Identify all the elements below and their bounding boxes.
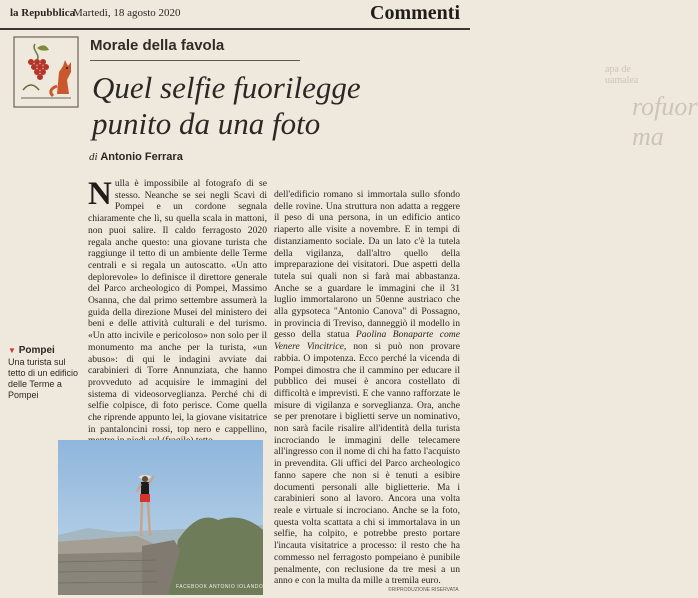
drop-cap: N <box>88 176 112 212</box>
author-name: Antonio Ferrara <box>100 151 183 163</box>
page-header <box>0 0 470 30</box>
photo-credit: FACEBOOK ANTONIO IOLANDO <box>176 584 264 590</box>
article-text-2a: dell'edificio romano si immortala sullo sfondo delle rovine. Una struttura non adatta a reggere il peso di una persona, in un edificio antico riaperto alle visite a novembre. E in tempi di distanziamento sociale. Da un lato c'è la tutela della vigilanza, dall'altro quello della impreparazione dei visitatori. Due aspetti della tutela sui quali non si farà mai abbastanza. Anche se a guardare le immagini che il 31 luglio immortalarono un 50enne austriaco che alla gypsoteca "Antonio Canova" di Possagno, in provincia di Treviso, danneggiò il modello in gesso della statua <box>274 189 460 341</box>
adjacent-text-2: rofuor ma <box>632 92 698 151</box>
article-text-2b: , non si può non provare rabbia. O impotenza. Ecco perché la vicenda di Pompei dimostra che il cammino per educare il pubblico dei musei è ancora costellato di difficoltà e imprevisti. E che vanno rafforzate le misure di vigilanza e sorveglianza. Ora, anche se per prenotare i biglietti serve un nominativo, non sarà facile risalire all'identità della turista incrociando le immagini delle telecamere all'ingresso con il nome di chi ha fatto l'acquisto in prevendita. Gli uffici del Parco archeologico fanno sapere che non si è tenuti a esibire documenti personali alle biglietterie. Ma i carabinieri sono al lavoro. Ancora una volta reale e virtuale si incrociano. Anche se la foto, questa volta scattata a chi si immortalava in un selfie, ha colpito, e potrebbe presto portare l'incauta visitatrice a processo: il resto che ha commesso nel ferragosto pompeiano è punibile penalmente, con reclusione da tre mesi a un anno e con la multa da mille a tremila euro. <box>274 341 460 587</box>
headline <box>92 70 372 142</box>
byline <box>89 151 183 163</box>
masthead: la Repubblica <box>10 7 76 19</box>
tourist-selfie-photo <box>58 440 263 595</box>
byline-prefix: di <box>89 151 98 163</box>
fable-fox-grapes-icon <box>13 36 79 108</box>
adjacent-text-1: apa de uamalea <box>605 64 639 86</box>
article-column-1 <box>88 178 267 447</box>
triangle-marker-icon: ▼ <box>8 346 16 355</box>
article-column-2 <box>274 189 460 587</box>
section-title: Commenti <box>370 2 460 24</box>
headline-line-1: Quel selfie fuorilegge <box>92 70 361 105</box>
topic-rule <box>90 60 300 61</box>
caption-place: Pompei <box>18 345 55 356</box>
photo-caption-title <box>8 345 55 356</box>
statue-title: Paolina Bonaparte come Venere Vincitrice <box>274 329 460 353</box>
column-topic: Morale della favola <box>90 37 225 54</box>
article-text-1: ulla è impossibile al fotografo di se stesso. Neanche se sei negli Scavi di Pompei e un cordone segnala chiaramente che lì, su quella scala in mattoni, non puoi salire. Il caldo ferragosto 2020 regala anche questo: una giovane turista che raggiunge il tetto di un ambiente delle Terme centrali e si regala un autoscatto. «Un atto deplorevole» lo definisce il direttore generale del Parco archeologico di Pompei, Massimo Osanna, che dal primo settembre assumerà la guida della direzione Musei del ministero dei beni e delle attività culturali e del turismo. «Un atto incivile e pericoloso» non solo per il monumento ma anche per la turista, «un abuso»: di qui le indagini avviate dai carabinieri di Torre Annunziata, che hanno provveduto ad acquisire le immagini del sistema di videosorveglianza. Perché chi di selfie colpisce, di foto perisce. Come quella che riprende appunto lei, la giovane visitatrice in pantaloncini rossi, top nero e cappellino, <box>88 178 267 435</box>
photo-caption-text: Una turista sul tetto di un edificio delle Terme a Pompei <box>8 357 79 400</box>
article-text-2 <box>274 189 460 587</box>
issue-date: Martedì, 18 agosto 2020 <box>73 7 181 19</box>
headline-line-2: punito da una foto <box>92 106 321 141</box>
copyright-notice: ©RIPRODUZIONE RISERVATA <box>388 587 459 593</box>
